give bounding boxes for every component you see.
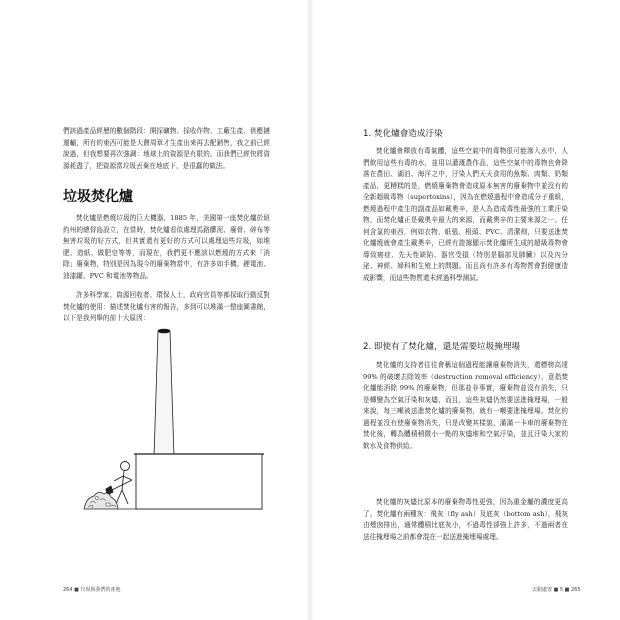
trash-pile <box>84 492 118 509</box>
left-paragraph-2: 許多科學家、資源回收者、環保人士，政府官員等都採取行動反對焚化爐的使用：描述焚化爐有害的報告，多到可以堆滿一整座圖書館，以下是我列舉的前十大原因： <box>63 291 270 322</box>
left-paragraph-1: 焚化爐是燃燒垃圾的巨大機器，1885 年，美國第一座焚化爐於紐約州的總督島設立，在當時，焚化爐看似處理馬路髒泥、廢骨、碎布等無害垃圾的好方式，但其實還有更好的方式可以處理這些垃圾，如堆肥、造紙、做肥皂等等，而現在，我們更不應該以燃燒的方式來「消除」廢棄物，特別是因為現今的廢棄物當中，有許多如手機、鋰電池、油漆罐、PVC 和電池等物品。 <box>63 214 270 280</box>
right-page-folio: 丟跟處置 ■ 5 ■ 265 <box>532 587 581 593</box>
left-page-folio: 264 ■ 垃圾與我們的產地 <box>63 587 121 593</box>
incinerator-illustration <box>62 320 284 526</box>
right-paragraph-2: 焚化爐的支持者往往會稱這個過程能讓廢棄物消失，還標榜高達 99% 的破壞去除效率（destruction removal efficiency），意指焚化爐能消除 99% 的廢棄物，但那並非事實，廢棄物並沒有消失，只是轉變為空氣汙染和灰燼，而且，這些灰燼仍然要送進掩埋場，一般來說，每三噸被送進焚化爐的廢棄物，就有一噸要進掩埋場。焚化的過程並沒有使廢棄物消失，只是改變其樣貌，滿滿一卡車的廢棄物在焚化後，轉為體積稍微小一點的灰燼堆和空氣汙染，並且汙染大家的飲水及食物供給。 <box>363 361 568 450</box>
right-paragraph-3: 焚化爐的灰燼比原本的廢棄物毒性更強，因為重金屬的濃度更高了。焚化爐有兩種灰：飛灰（fly ash）及底灰（bottom ash），飛灰由煙囪排出，通常體積比底灰小，不過毒性卻強上許多，不過兩者在送往掩埋場之前都會混在一起送進掩埋場處理。 <box>363 498 568 541</box>
section-title: 垃圾焚化爐 <box>63 189 133 205</box>
smokestack <box>154 329 174 457</box>
heading-2: 2. 即使有了焚化爐，還是需要垃圾掩埋場 <box>363 342 521 352</box>
heading-1: 1. 焚化爐會造成汙染 <box>363 129 443 139</box>
right-page <box>310 0 620 620</box>
left-top-paragraph: 們該過產品經歷的數個階段：開採礦物、採收作物、工廠生產、供應鏈運輸，所有的東西可能是大費周章才生產出來再去配銷售，我之前已經說過，但我想要再次強調：地球上的資源是有限的，而我們已經快將資源耗盡了，把資源當垃圾丟棄在地底下，是很蠢的做法。 <box>63 127 270 170</box>
incinerator-building <box>134 454 264 509</box>
right-paragraph-1: 焚化爐會釋放有毒氣體，這些空氣中的毒物很可能滲入水中，人們飲用這些有毒的水，並用以灌溉農作品，這些空氣中的毒物也會降落在農田、湖泊、海洋之中，汙染人們天天食用的魚類、肉類、奶類產品，更糟糕的是，燃燒廢棄物會造成原本無害的廢棄物中並沒有的全新超級毒物（supertoxins），因為在燃燒過程中會造成分子重組，燃燒過程中產生的副產品如戴奧辛，是人為造成毒性最強的工業汙染物，而焚化爐正是戴奧辛最大的來源，而戴奧辛的主要來源之一。任何含氯的東西，例如衣物、紙張、根頭、PVC、清潔劑，只要送進焚化爐燒就會產生戴奧辛，已經有證據顯示焚化爐所生成的超級毒物會導致癌症、先天性缺陷、器官受損（特別是腦部及肺臟）以及內分泌、神經、婦科和生殖上的問題。而且尚有許多有毒物質會對健康造成影響，而這些物質還未經過科學測試。 <box>363 147 568 282</box>
